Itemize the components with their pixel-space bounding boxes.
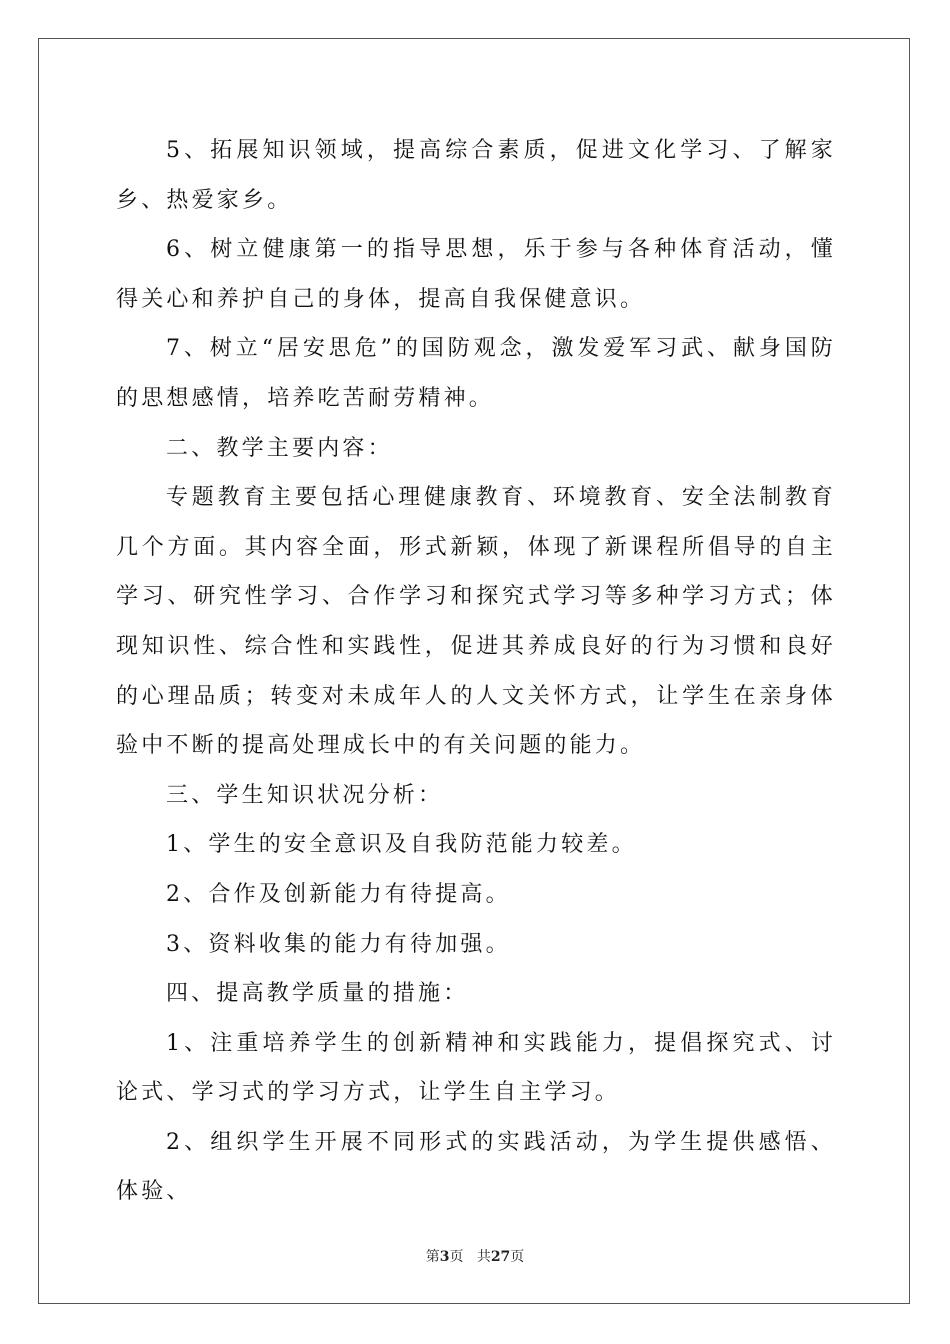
page-footer (0, 1247, 950, 1267)
paragraph-goal-7: 7、树立“居安思危”的国防观念，激发爱军习武、献身国防的思想感情，培养吃苦耐劳精神。 (116, 336, 836, 411)
paragraph-measure-2: 2、组织学生开展不同形式的实践活动，为学生提供感悟、体验、 (116, 1129, 836, 1205)
footer-total-pages: 27 (490, 1249, 511, 1265)
paragraph-analysis-3: 3、资料收集的能力有待加强。 (166, 931, 511, 957)
document-body (116, 126, 836, 1217)
paragraph-measure-1: 1、注重培养学生的创新精神和实践能力，提倡探究式、讨论式、学习式的学习方式，让学生自主学习。 (116, 1030, 836, 1106)
footer-page-number: 3 (439, 1249, 450, 1265)
footer-page-suffix: 页 (449, 1249, 464, 1265)
footer-total-prefix: 共 (476, 1249, 491, 1265)
paragraph-analysis-1: 1、学生的安全意识及自我防范能力较差。 (166, 832, 637, 858)
section-heading-student-analysis: 三、学生知识状况分析： (166, 782, 444, 808)
paragraph-goal-6: 6、树立健康第一的指导思想，乐于参与各种体育活动，懂得关心和养护自己的身体，提高自我保健意识。 (116, 237, 836, 312)
paragraph-goal-5: 5、拓展知识领域，提高综合素质，促进文化学习、了解家乡、热爱家乡。 (116, 138, 836, 213)
footer-total-suffix: 页 (510, 1249, 525, 1265)
paragraph-main-content: 专题教育主要包括心理健康教育、环境教育、安全法制教育几个方面。其内容全面，形式新颖，体现了新课程所倡导的自主学习、研究性学习、合作学习和探究式学习等多种学习方式；体现知识性、综合性和实践性，促进其养成良好的行为习惯和良好的心理品质；转变对未成年人的人文关怀方式，让学生在亲身体验中不断的提高处理成长中的有关问题的能力。 (116, 485, 836, 759)
section-heading-measures: 四、提高教学质量的措施： (166, 981, 469, 1007)
footer-page-prefix: 第 (425, 1249, 440, 1265)
section-heading-main-content: 二、教学主要内容： (166, 435, 393, 461)
paragraph-analysis-2: 2、合作及创新能力有待提高。 (166, 881, 511, 907)
